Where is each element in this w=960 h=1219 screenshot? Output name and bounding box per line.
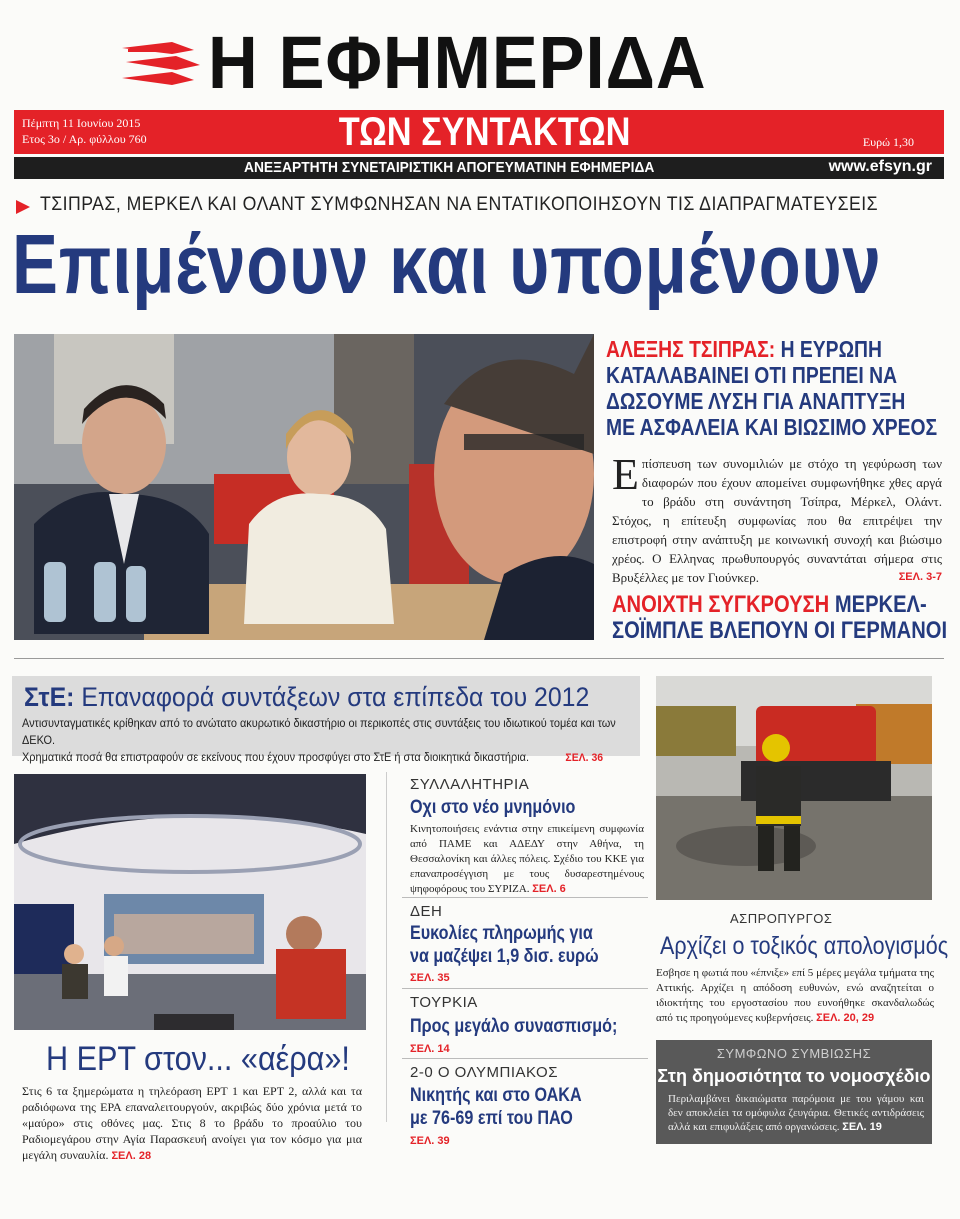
olympiacos-title-line-2[interactable]: με 76-69 επί του ΠΑΟ — [410, 1108, 573, 1129]
aspropyrgos-body — [656, 966, 934, 1026]
ert-page-ref[interactable]: ΣΕΛ. 28 — [111, 1150, 152, 1162]
issue-price: Ευρώ 1,30 — [862, 135, 914, 149]
pact-kicker: ΣΥΜΦΩΝΟ ΣΥΜΒΙΩΣΗΣ — [716, 1046, 872, 1061]
ert-body — [22, 1083, 362, 1164]
ert-body-text: Στις 6 τα ξημερώματα η τηλεόραση ΕΡΤ 1 και ΕΡΤ 2, αλλά και τα ραδιόφωνα της ΕΡΑ επαναλειτουργούν, ακριβώς δύο χρόνια μετά το «μαύρο» στις οθόνες μας. Στις 8 το βράδυ το προαύλιο του Ραδιομεγάρου στην Αγία Παρασκευή ανοίγει για τον κόσμο για μια μεγάλη συναυλία. — [22, 1084, 362, 1162]
ert-studio-photo — [14, 774, 366, 1030]
olympiacos-kicker: 2-0 Ο ΟΛΥΜΠΙΑΚΟΣ — [410, 1064, 558, 1081]
turkey-page-ref[interactable]: ΣΕΛ. 14 — [410, 1043, 450, 1055]
pact-page-ref[interactable]: ΣΕΛ. 19 — [842, 1121, 882, 1133]
kicker-arrow-icon — [16, 200, 30, 214]
middle-rule-1 — [402, 897, 648, 898]
firefighter-photo — [656, 676, 932, 900]
aspropyrgos-body-text: Εσβησε η φωτιά που «έπνιξε» επί 5 μέρες μεγάλα τμήματα της Αττικής. Αρχίζει η απόδοση ευθυνών, ενώ αναζητείται ο ιδιοκτήτης του εργοστασίου που ευνοήθηκε σκανδαλωδώς από τις προηγούμενες κυβερνήσεις. — [656, 967, 934, 1024]
lead-page-ref[interactable]: ΣΕΛ. 3-7 — [898, 571, 942, 583]
section-divider — [14, 658, 944, 659]
ste-body-line-2-text: Χρηματικά ποσά θα επιστραφούν σε εκείνους που έχουν προσφύγει στο ΣτΕ ή στα διοικητικά δικαστήρια. — [22, 752, 530, 764]
rallies-title[interactable]: Οχι στο νέο μνημόνιο — [410, 797, 576, 818]
lead-body — [612, 450, 942, 587]
conflict-rest-1: ΜΕΡΚΕΛ- — [834, 591, 927, 618]
ste-body-line-1: Αντισυνταγματικές κρίθηκαν από το ανώτατο ακυρωτικό δικαστήριο οι περικοπές στις συντάξεις του ιδιωτικού τομέα και των ΔΕΚΟ. — [22, 718, 616, 747]
issue-number: Ετος 3ο / Αρ. φύλλου 760 — [22, 132, 147, 146]
issue-date: Πέμπτη 11 Ιουνίου 2015 — [22, 116, 141, 130]
aspropyrgos-title[interactable]: Αρχίζει ο τοξικός απολογισμός — [660, 932, 949, 960]
quote-line-1: Η ΕΥΡΩΠΗ — [780, 336, 882, 362]
issue-info — [22, 115, 147, 147]
ste-label: ΣτΕ: — [24, 682, 75, 712]
quote-line-2: ΚΑΤΑΛΑΒΑΙΝΕΙ ΟΤΙ ΠΡΕΠΕΙ ΝΑ — [606, 362, 898, 388]
website-link[interactable]: www.efsyn.gr — [828, 158, 932, 175]
quote-line-3: ΔΩΣΟΥΜΕ ΛΥΣΗ ΓΙΑ ΑΝΑΠΤΥΞΗ — [606, 388, 906, 414]
quote-speaker: ΑΛΕΞΗΣ ΤΣΙΠΡΑΣ: — [606, 336, 776, 362]
rallies-body-text: Κινητοποιήσεις ενάντια στην επικείμενη συμφωνία από ΠΑΜΕ και ΑΔΕΔΥ στην Αθήνα, τη Θεσσαλονίκη και άλλες πόλεις. Σχέδιο του ΚΚΕ για επαναπροσέγγιση με τους δυσαρεστημένους ψηφοφόρους του ΣΥΡΙΖΑ. — [410, 823, 644, 895]
aspropyrgos-page-ref[interactable]: ΣΕΛ. 20, 29 — [816, 1012, 875, 1024]
ste-title[interactable] — [24, 682, 589, 713]
ste-body-line-2 — [22, 750, 630, 767]
conflict-headline[interactable] — [612, 592, 948, 644]
olympiacos-title-line-1[interactable]: Νικητής και στο ΟΑΚΑ — [410, 1085, 582, 1106]
pact-body-text: Περιλαμβάνει δικαιώματα παρόμοια με του γάμου και δεν αποκλείει τα ομόφυλα ζευγάρια. Θετικές αντιδράσεις αλλά και επιφυλάξεις από οργανώσεις. — [668, 1093, 924, 1133]
column-divider — [386, 772, 387, 1122]
rallies-page-ref[interactable]: ΣΕΛ. 6 — [532, 883, 566, 895]
rallies-kicker: ΣΥΛΛΑΛΗΤΗΡΙΑ — [410, 776, 530, 793]
ert-title[interactable]: Η ΕΡΤ στον... «αέρα»! — [46, 1040, 350, 1078]
ste-title-text: Επαναφορά συντάξεων στα επίπεδα του 2012 — [81, 682, 590, 712]
dei-kicker: ΔΕΗ — [410, 903, 443, 920]
rallies-body — [410, 822, 644, 897]
quote-line-4: ΜΕ ΑΣΦΑΛΕΙΑ ΚΑΙ ΒΙΩΣΙΜΟ ΧΡΕΟΣ — [606, 414, 938, 440]
masthead-subtitle-wrap — [282, 110, 688, 154]
masthead-tagline: ΑΝΕΞΑΡΤΗΤΗ ΣΥΝΕΤΑΙΡΙΣΤΙΚΗ ΑΠΟΓΕΥΜΑΤΙΝΗ ΕΦΗΜΕΡΙΔΑ — [244, 159, 655, 176]
masthead-sub-bar — [14, 157, 944, 179]
lead-kicker: ΤΣΙΠΡΑΣ, ΜΕΡΚΕΛ ΚΑΙ ΟΛΑΝΤ ΣΥΜΦΩΝΗΣΑΝ ΝΑ ΕΝΤΑΤΙΚΟΠΟΙΗΣΟΥΝ ΤΙΣ ΔΙΑΠΡΑΓΜΑΤΕΥΣΕΙΣ — [40, 194, 878, 215]
lead-body-text: πίσπευση των συνομιλιών με στόχο τη γεφύρωση των διαφορών που έχουν απομείνει συμφωνήθηκε χθες αργά το βράδυ στη συνάντηση Τσίπρα, Μέρκελ, Ολάντ. Στόχος, η επίτευξη συμφωνίας που θα επιτρέψει την επιστροφή στην ανάπτυξη με κοινωνική συνοχή και βιώσιμο χρέος. Ο Ελληνας πρωθυπουργός συναντάται σήμερα στις Βρυξέλλες με τον Γιούνκερ. — [612, 456, 942, 585]
masthead-red-bar — [14, 110, 944, 154]
pen-nibs-logo-icon — [122, 40, 202, 90]
turkey-kicker: ΤΟΥΡΚΙΑ — [410, 994, 478, 1011]
olympiacos-page-ref[interactable]: ΣΕΛ. 39 — [410, 1135, 450, 1147]
masthead-title[interactable]: Η ΕΦΗΜΕΡΙΔΑ — [208, 21, 707, 104]
conflict-rest-2: ΣΟΪΜΠΛΕ ΒΛΕΠΟΥΝ ΟΙ ΓΕΡΜΑΝΟΙ — [612, 617, 948, 644]
drop-cap: Ε — [612, 450, 639, 499]
middle-rule-2 — [402, 988, 648, 989]
turkey-ref-wrap — [410, 1039, 450, 1057]
ste-page-ref[interactable]: ΣΕΛ. 36 — [565, 752, 604, 764]
ste-body — [22, 716, 630, 767]
lead-headline[interactable]: Επιμένουν και υπομένουν — [12, 217, 882, 311]
middle-rule-3 — [402, 1058, 648, 1059]
summit-photo — [14, 334, 594, 640]
aspropyrgos-kicker: ΑΣΠΡΟΠΥΡΓΟΣ — [730, 911, 833, 926]
olympiacos-ref-wrap — [410, 1131, 450, 1149]
dei-ref-wrap — [410, 968, 450, 986]
lead-quote[interactable] — [606, 336, 942, 440]
dei-title-line-2[interactable]: να μαζέψει 1,9 δισ. ευρώ — [410, 946, 599, 967]
masthead-subtitle: ΤΩΝ ΣΥΝΤΑΚΤΩΝ — [339, 109, 631, 154]
pact-title[interactable]: Στη δημοσιότητα το νομοσχέδιο — [657, 1066, 931, 1086]
dei-page-ref[interactable]: ΣΕΛ. 35 — [410, 972, 450, 984]
dei-title-line-1[interactable]: Ευκολίες πληρωμής για — [410, 923, 593, 944]
turkey-title[interactable]: Προς μεγάλο συνασπισμό; — [410, 1016, 618, 1037]
conflict-red: ΑΝΟΙΧΤΗ ΣΥΓΚΡΟΥΣΗ — [612, 591, 830, 618]
pact-body — [668, 1092, 924, 1134]
